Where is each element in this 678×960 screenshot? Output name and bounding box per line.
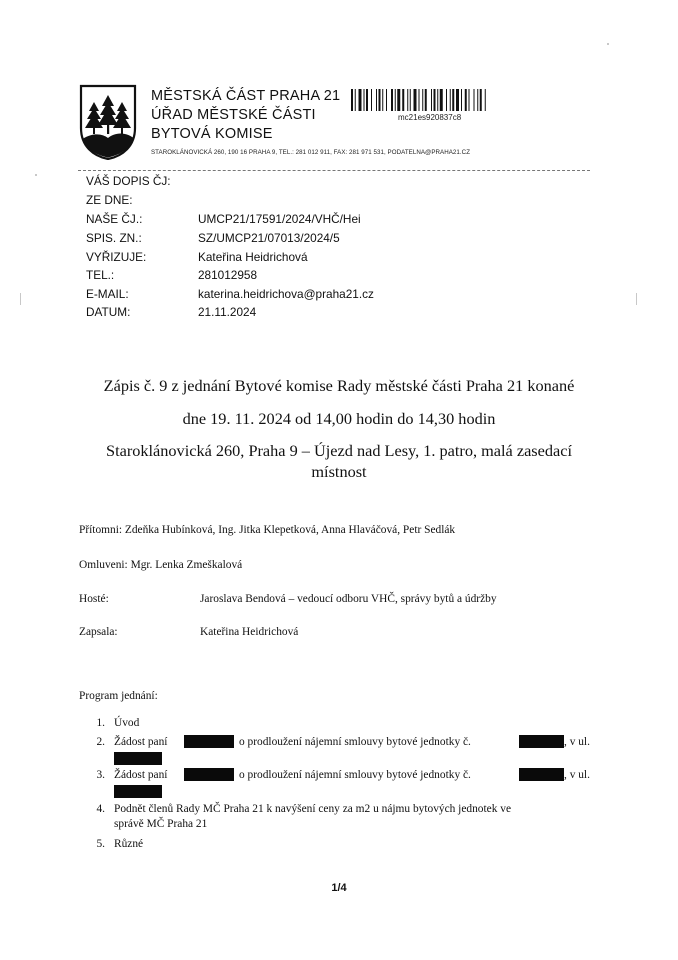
ref-value-nase-cj: UMCP21/17591/2024/VHČ/Hei	[198, 212, 361, 226]
barcode-stripe	[456, 89, 459, 111]
ref-label-spis-zn: SPIS. ZN.:	[86, 231, 142, 245]
barcode-text: mc21es920837c8	[398, 113, 462, 122]
program-item-text: , v ul.	[564, 769, 590, 781]
scan-speck	[20, 293, 21, 305]
barcode-stripe	[437, 89, 438, 111]
barcode-stripe	[402, 89, 404, 111]
ref-label-tel: TEL.:	[86, 268, 115, 282]
barcode-stripe	[452, 89, 454, 111]
barcode-stripe	[474, 89, 475, 111]
recorded-by-label: Zapsala:	[79, 626, 118, 638]
program-item-text: o prodloužení nájemní smlouvy bytové jednotky č.	[239, 769, 471, 781]
ref-label-nase-cj: NAŠE ČJ.:	[86, 212, 143, 226]
barcode-stripe	[440, 89, 443, 111]
barcode-stripe	[364, 89, 365, 111]
program-item-text: Různé	[114, 838, 144, 850]
barcode-stripe	[419, 89, 420, 111]
barcode	[351, 89, 523, 111]
program-item-text: Žádost paní	[114, 736, 168, 748]
scan-speck	[35, 174, 37, 176]
barcode-stripe	[355, 89, 356, 111]
barcode-stripe	[366, 89, 368, 111]
municipal-coat-of-arms-icon	[79, 84, 137, 160]
program-item-text: Podnět členů Rady MČ Praha 21 k navýšení ceny za m2 u nájmu bytových jednotek ve	[114, 803, 512, 815]
barcode-stripe	[410, 89, 411, 111]
barcode-stripe	[351, 89, 353, 111]
document-title-line-1: Zápis č. 9 z jednání Bytové komise Rady městské části Praha 21 konané	[103, 376, 575, 395]
program-item-number: 2.	[96, 736, 105, 748]
barcode-stripe	[461, 89, 462, 111]
ref-value-spis-zn: SZ/UMCP21/07013/2024/5	[198, 231, 340, 245]
guests-value: Jaroslava Bendová – vedoucí odboru VHČ, správy bytů a údržby	[200, 593, 497, 605]
barcode-stripe	[431, 89, 432, 111]
present-members: Přítomni: Zdeňka Hubínková, Ing. Jitka Klepetková, Anna Hlaváčová, Petr Sedlák	[79, 524, 456, 536]
excused-members: Omluveni: Mgr. Lenka Zmeškalová	[79, 559, 243, 571]
document-title-line-3: Staroklánovická 260, Praha 9 – Újezd nad Lesy, 1. patro, malá zasedací	[106, 441, 572, 460]
redaction-bar	[114, 752, 162, 765]
program-item-text: Žádost paní	[114, 769, 168, 781]
redaction-bar	[184, 768, 234, 781]
barcode-stripe	[425, 89, 427, 111]
barcode-stripe	[379, 89, 381, 111]
ref-value-tel: 281012958	[198, 268, 258, 282]
program-heading: Program jednání:	[79, 690, 158, 702]
page-number: 1/4	[331, 882, 347, 894]
barcode-stripe	[382, 89, 383, 111]
barcode-stripe	[446, 89, 447, 111]
scan-speck	[607, 43, 609, 45]
program-item-number: 5.	[96, 838, 105, 850]
program-item-number: 1.	[96, 717, 105, 729]
barcode-stripe	[477, 89, 478, 111]
barcode-stripe	[386, 89, 387, 111]
org-name: MĚSTSKÁ ČÁST PRAHA 21	[151, 88, 341, 104]
redaction-bar	[519, 735, 564, 748]
barcode-stripe	[480, 89, 482, 111]
barcode-stripe	[422, 89, 423, 111]
ref-label-datum: DATUM:	[86, 305, 131, 319]
program-item-text: správě MČ Praha 21	[114, 818, 208, 830]
barcode-stripe	[407, 89, 408, 111]
scan-speck	[636, 293, 637, 305]
barcode-stripe	[391, 89, 393, 111]
barcode-stripe	[465, 89, 467, 111]
barcode-stripe	[359, 89, 362, 111]
ref-value-datum: 21.11.2024	[198, 305, 257, 319]
redaction-bar	[114, 785, 162, 798]
ref-value-vyrizuje: Kateřina Heidrichová	[198, 250, 308, 264]
redaction-bar	[184, 735, 234, 748]
redaction-bar	[519, 768, 564, 781]
office-name: ÚŘAD MĚSTSKÉ ČÁSTI	[151, 107, 316, 123]
ref-label-vas-dopis: VÁŠ DOPIS ČJ:	[86, 174, 171, 188]
ref-value-email: katerina.heidrichova@praha21.cz	[198, 287, 374, 301]
guests-label: Hosté:	[79, 593, 109, 605]
committee-name: BYTOVÁ KOMISE	[151, 126, 273, 142]
program-item-text: , v ul.	[564, 736, 590, 748]
barcode-stripe	[397, 89, 400, 111]
letterhead-address: STAROKLÁNOVICKÁ 260, 190 16 PRAHA 9, TEL.: 281 012 911, FAX: 281 971 531, PODATELNA@PRAHA21.CZ	[151, 149, 471, 156]
ref-label-ze-dne: ZE DNE:	[86, 193, 133, 207]
ref-label-vyrizuje: VYŘIZUJE:	[86, 250, 147, 264]
program-item-number: 4.	[96, 803, 105, 815]
barcode-stripe	[485, 89, 486, 111]
barcode-stripe	[414, 89, 417, 111]
barcode-stripe	[376, 89, 377, 111]
program-item-text: o prodloužení nájemní smlouvy bytové jednotky č.	[239, 736, 471, 748]
barcode-stripe	[395, 89, 396, 111]
barcode-stripe	[469, 89, 470, 111]
barcode-stripe	[450, 89, 451, 111]
document-title-line-2: dne 19. 11. 2024 od 14,00 hodin do 14,30 hodin	[182, 409, 496, 428]
document-title-line-4: místnost	[311, 462, 367, 481]
program-item-number: 3.	[96, 769, 105, 781]
barcode-stripe	[371, 89, 372, 111]
recorded-by-value: Kateřina Heidrichová	[200, 626, 299, 638]
barcode-stripe	[434, 89, 436, 111]
program-item-text: Úvod	[114, 717, 140, 729]
ref-label-email: E-MAIL:	[86, 287, 129, 301]
header-divider	[78, 170, 590, 171]
